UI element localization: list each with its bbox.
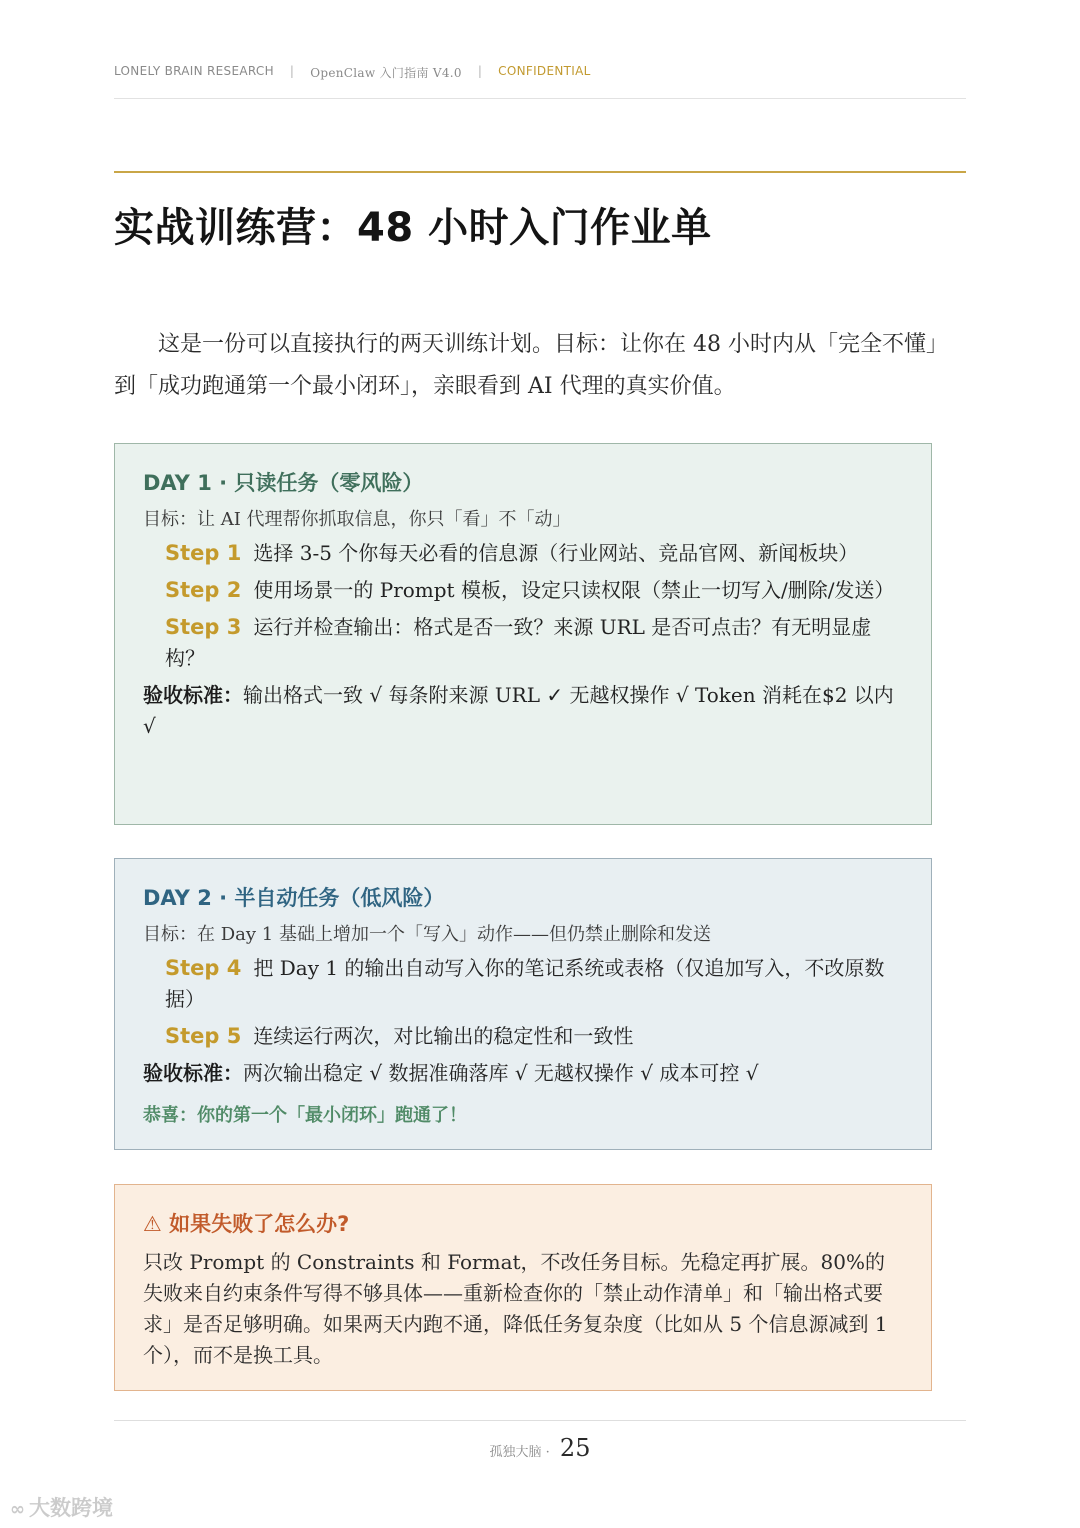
step-text: 使用场景一的 Prompt 模板，设定只读权限（禁止一切写入/删除/发送）	[253, 578, 895, 602]
page-number: 25	[559, 1434, 591, 1462]
acceptance-label: 验收标准：	[143, 1061, 243, 1085]
watermark-text: 大数跨境	[29, 1496, 113, 1520]
day2-acceptance	[143, 1058, 903, 1089]
watermark	[10, 1492, 113, 1522]
header-doc-title: OpenClaw 入门指南 V4.0	[310, 66, 462, 80]
warning-icon: ⚠	[143, 1212, 162, 1236]
step-text: 选择 3-5 个你每天必看的信息源（行业网站、竞品官网、新闻板块）	[253, 541, 859, 565]
day1-title: DAY 1 · 只读任务（零风险）	[143, 471, 424, 495]
intro-paragraph: 这是一份可以直接执行的两天训练计划。目标：让你在 48 小时内从「完全不懂」到「成功跑通第一个最小闭环」，亲眼看到 AI 代理的真实价值。	[114, 332, 948, 399]
step-text: 运行并检查输出：格式是否一致？来源 URL 是否可点击？有无明显虚构？	[165, 615, 872, 670]
step-label: Step 5	[165, 1024, 242, 1048]
footer-divider	[114, 1420, 966, 1421]
warning-title	[143, 1209, 903, 1239]
step-item	[165, 953, 903, 1015]
day2-goal: 目标：在 Day 1 基础上增加一个「写入」动作——但仍禁止删除和发送	[143, 924, 711, 945]
step-label: Step 3	[165, 615, 242, 639]
warning-body: 只改 Prompt 的 Constraints 和 Format，不改任务目标。先稳定再扩展。80%的失败来自约束条件写得不够具体——重新检查你的「禁止动作清单」和「输出格式要求」是否足够明确。如果两天内跑不通，降低任务复杂度（比如从 5 个信息源减到 1 个），而不是换工具。	[143, 1250, 888, 1367]
header-confidential: CONFIDENTIAL	[498, 64, 591, 78]
step-label: Step 1	[165, 541, 242, 565]
step-text: 连续运行两次，对比输出的稳定性和一致性	[253, 1024, 634, 1048]
step-label: Step 2	[165, 578, 242, 602]
step-item	[165, 575, 903, 606]
header-org: LONELY BRAIN RESEARCH	[114, 64, 274, 78]
day1-goal: 目标：让 AI 代理帮你抓取信息，你只「看」不「动」	[143, 509, 571, 530]
header-separator: |	[289, 64, 295, 78]
warning-card	[114, 1184, 932, 1391]
congrats-note: 恭喜：你的第一个「最小闭环」跑通了！	[143, 1105, 467, 1126]
step-item	[165, 1021, 903, 1052]
page-title: 实战训练营：48 小时入门作业单	[114, 205, 712, 251]
header-separator: |	[477, 64, 483, 78]
step-item	[165, 612, 903, 674]
acceptance-text: 两次输出稳定 √ 数据准确落库 √ 无越权操作 √ 成本可控 √	[243, 1061, 759, 1085]
warning-title-text: 如果失败了怎么办?	[169, 1212, 350, 1236]
day1-acceptance	[143, 680, 903, 742]
watermark-logo-icon: ∞	[10, 1499, 25, 1520]
step-text: 把 Day 1 的输出自动写入你的笔记系统或表格（仅追加写入，不改原数据）	[165, 956, 885, 1011]
title-divider	[114, 171, 966, 173]
page-header	[114, 64, 966, 99]
page-footer	[0, 1434, 1080, 1462]
footer-brand: 孤独大脑 ·	[489, 1445, 550, 1460]
day2-title: DAY 2 · 半自动任务（低风险）	[143, 886, 445, 910]
day2-card	[114, 858, 932, 1150]
step-label: Step 4	[165, 956, 242, 980]
day1-card	[114, 443, 932, 825]
step-item	[165, 538, 903, 569]
acceptance-text: 输出格式一致 √ 每条附来源 URL ✓ 无越权操作 √ Token 消耗在$2 以内 √	[143, 683, 894, 738]
acceptance-label: 验收标准：	[143, 683, 243, 707]
